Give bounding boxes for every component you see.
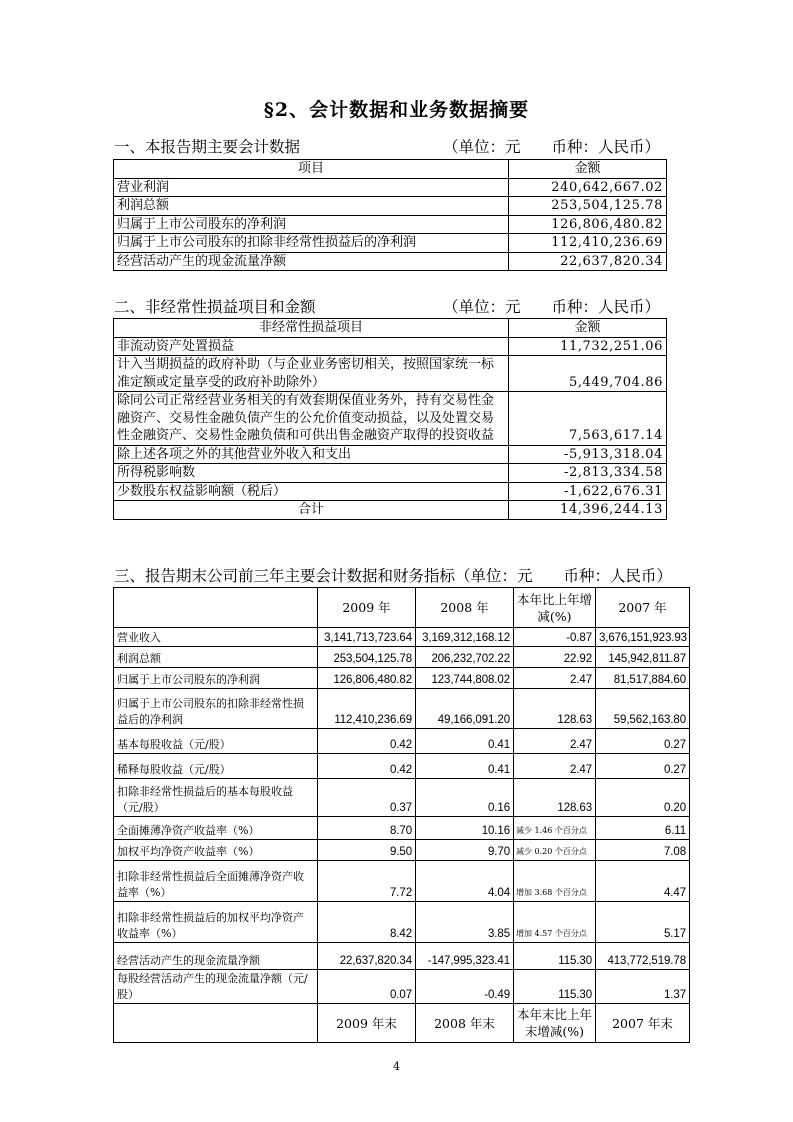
row-label: 基本每股收益（元/股） bbox=[114, 729, 318, 754]
value-2009: 0.42 bbox=[318, 754, 416, 779]
row-value: 253,504,125.78 bbox=[509, 197, 667, 216]
value-2007: 1.37 bbox=[596, 970, 690, 1004]
row-label: 扣除非经常性损益后的加权平均净资产收益率（%） bbox=[114, 902, 318, 943]
table-row bbox=[114, 754, 690, 779]
value-2007: 3,676,151,923.93 bbox=[596, 628, 690, 647]
page-title: §2、会计数据和业务数据摘要 bbox=[263, 99, 530, 121]
value-2007: 145,942,811.87 bbox=[596, 647, 690, 668]
row-label: 利润总额 bbox=[114, 647, 318, 668]
table-header-row bbox=[114, 160, 667, 179]
value-2009: 0.42 bbox=[318, 729, 416, 754]
non-recurring-table bbox=[113, 318, 667, 520]
value-2008: 10.16 bbox=[416, 817, 514, 840]
row-label: 归属于上市公司股东的净利润 bbox=[114, 668, 318, 689]
row-label: 加权平均净资产收益率（%） bbox=[114, 840, 318, 861]
value-2008: -0.49 bbox=[416, 970, 514, 1004]
value-2009: 9.50 bbox=[318, 840, 416, 861]
row-value: 126,806,480.82 bbox=[509, 215, 667, 234]
table-row bbox=[114, 392, 667, 446]
value-change: 22.92 bbox=[514, 647, 596, 668]
row-label: 营业利润 bbox=[114, 178, 509, 197]
row-label: 扣除非经常性损益后的基本每股收益（元/股） bbox=[114, 779, 318, 817]
value-2008: 0.41 bbox=[416, 729, 514, 754]
header-2009: 2009 年 bbox=[318, 588, 416, 628]
row-label: 营业收入 bbox=[114, 628, 318, 647]
table-row bbox=[114, 647, 690, 668]
row-label: 每股经营活动产生的现金流量净额（元/股） bbox=[114, 970, 318, 1004]
value-2008: 0.41 bbox=[416, 754, 514, 779]
header-blank bbox=[114, 588, 318, 628]
value-2008: 3,169,312,168.12 bbox=[416, 628, 514, 647]
three-year-table bbox=[113, 587, 690, 1043]
row-value: -5,913,318.04 bbox=[509, 445, 667, 464]
value-change: 115.30 bbox=[514, 943, 596, 970]
value-2007: 59,562,163.80 bbox=[596, 689, 690, 729]
row-label: 少数股东权益影响额（税后） bbox=[114, 482, 509, 501]
table-row bbox=[114, 197, 667, 216]
value-2009: 3,141,713,723.64 bbox=[318, 628, 416, 647]
row-label: 全面摊薄净资产收益率（%） bbox=[114, 817, 318, 840]
table-row bbox=[114, 729, 690, 754]
table-row bbox=[114, 252, 667, 271]
row-value: -2,813,334.58 bbox=[509, 464, 667, 483]
value-2007: 0.27 bbox=[596, 754, 690, 779]
table-row bbox=[114, 356, 667, 392]
table-row bbox=[114, 902, 690, 943]
header-item: 项目 bbox=[114, 160, 509, 179]
row-value: 22,637,820.34 bbox=[509, 252, 667, 271]
header-2007: 2007 年 bbox=[596, 588, 690, 628]
row-label: 计入当期损益的政府补助（与企业业务密切相关，按照国家统一标准定额或定量享受的政府补助除外） bbox=[114, 356, 509, 392]
value-2009: 112,410,236.69 bbox=[318, 689, 416, 729]
footer-header-2007: 2007 年末 bbox=[596, 1004, 690, 1043]
row-value: 5,449,704.86 bbox=[509, 356, 667, 392]
section1-heading bbox=[114, 136, 666, 158]
footer-header-2009: 2009 年末 bbox=[318, 1004, 416, 1043]
total-value: 14,396,244.13 bbox=[509, 501, 667, 520]
header-amount: 金额 bbox=[509, 160, 667, 179]
section3-title: 三、报告期末公司前三年主要会计数据和财务指标（单位：元 币种：人民币） bbox=[114, 567, 673, 585]
table-row bbox=[114, 337, 667, 356]
footer-header-2008: 2008 年末 bbox=[416, 1004, 514, 1043]
value-2007: 5.17 bbox=[596, 902, 690, 943]
row-value: 11,732,251.06 bbox=[509, 337, 667, 356]
section2-title: 二、非经常性损益项目和金额 bbox=[114, 298, 316, 316]
value-2008: 123,744,808.02 bbox=[416, 668, 514, 689]
value-2007: 4.47 bbox=[596, 861, 690, 902]
value-2009: 0.37 bbox=[318, 779, 416, 817]
table-row bbox=[114, 861, 690, 902]
section3-heading bbox=[114, 565, 694, 587]
table-row bbox=[114, 628, 690, 647]
value-change: 减少 1.46 个百分点 bbox=[514, 817, 596, 840]
value-change: 增加 3.68 个百分点 bbox=[514, 861, 596, 902]
value-2009: 22,637,820.34 bbox=[318, 943, 416, 970]
row-label: 除上述各项之外的其他营业外收入和支出 bbox=[114, 445, 509, 464]
value-change: 2.47 bbox=[514, 754, 596, 779]
row-label: 归属于上市公司股东的扣除非经常性损益后的净利润 bbox=[114, 234, 509, 253]
value-2008: 9.70 bbox=[416, 840, 514, 861]
value-2008: 3.85 bbox=[416, 902, 514, 943]
value-2007: 413,772,519.78 bbox=[596, 943, 690, 970]
header-amount: 金额 bbox=[509, 319, 667, 338]
table-header-row bbox=[114, 319, 667, 338]
value-2009: 7.72 bbox=[318, 861, 416, 902]
value-2007: 0.20 bbox=[596, 779, 690, 817]
value-change: 减少 0.20 个百分点 bbox=[514, 840, 596, 861]
value-change: 128.63 bbox=[514, 779, 596, 817]
value-change: 2.47 bbox=[514, 668, 596, 689]
section1-unit: （单位：元 币种：人民币） bbox=[442, 138, 660, 156]
row-label: 经营活动产生的现金流量净额 bbox=[114, 943, 318, 970]
table-header-row bbox=[114, 588, 690, 628]
value-change: 2.47 bbox=[514, 729, 596, 754]
value-2007: 7.08 bbox=[596, 840, 690, 861]
table-row bbox=[114, 445, 667, 464]
value-change: 增加 4.57 个百分点 bbox=[514, 902, 596, 943]
value-change: -0.87 bbox=[514, 628, 596, 647]
table-row bbox=[114, 779, 690, 817]
row-label: 扣除非经常性损益后全面摊薄净资产收益率（%） bbox=[114, 861, 318, 902]
value-change: 115.30 bbox=[514, 970, 596, 1004]
value-2009: 0.07 bbox=[318, 970, 416, 1004]
table-row bbox=[114, 840, 690, 861]
table-row bbox=[114, 970, 690, 1004]
footer-header-blank bbox=[114, 1004, 318, 1043]
section1-title: 一、本报告期主要会计数据 bbox=[114, 138, 301, 156]
row-label: 稀释每股收益（元/股） bbox=[114, 754, 318, 779]
table-row bbox=[114, 668, 690, 689]
footer-header-row bbox=[114, 1004, 690, 1043]
value-change: 128.63 bbox=[514, 689, 596, 729]
row-value: 240,642,667.02 bbox=[509, 178, 667, 197]
row-label: 经营活动产生的现金流量净额 bbox=[114, 252, 509, 271]
value-2007: 0.27 bbox=[596, 729, 690, 754]
table-row bbox=[114, 689, 690, 729]
section2-unit: （单位：元 币种：人民币） bbox=[442, 298, 660, 316]
row-value: 7,563,617.14 bbox=[509, 392, 667, 446]
value-2009: 126,806,480.82 bbox=[318, 668, 416, 689]
row-label: 非流动资产处置损益 bbox=[114, 337, 509, 356]
table-row bbox=[114, 482, 667, 501]
footer-header-change: 本年末比上年末增减(%) bbox=[514, 1004, 596, 1043]
value-2007: 81,517,884.60 bbox=[596, 668, 690, 689]
main-accounting-table bbox=[113, 159, 667, 271]
table-row bbox=[114, 943, 690, 970]
table-row bbox=[114, 234, 667, 253]
total-label: 合计 bbox=[114, 501, 509, 520]
value-2008: 206,232,702.22 bbox=[416, 647, 514, 668]
page-number: 4 bbox=[393, 1060, 400, 1073]
value-2009: 8.70 bbox=[318, 817, 416, 840]
row-label: 除同公司正常经营业务相关的有效套期保值业务外，持有交易性金融资产、交易性金融负债产生的公允价值变动损益，以及处置交易性金融资产、交易性金融负债和可供出售金融资产取得的投资收益 bbox=[114, 392, 509, 446]
value-2008: -147,995,323.41 bbox=[416, 943, 514, 970]
value-2008: 49,166,091.20 bbox=[416, 689, 514, 729]
table-row bbox=[114, 178, 667, 197]
table-row bbox=[114, 215, 667, 234]
header-2008: 2008 年 bbox=[416, 588, 514, 628]
table-row bbox=[114, 817, 690, 840]
header-item: 非经常性损益项目 bbox=[114, 319, 509, 338]
row-value: -1,622,676.31 bbox=[509, 482, 667, 501]
value-2008: 0.16 bbox=[416, 779, 514, 817]
row-label: 所得税影响数 bbox=[114, 464, 509, 483]
table-row bbox=[114, 464, 667, 483]
row-label: 归属于上市公司股东的净利润 bbox=[114, 215, 509, 234]
value-2008: 4.04 bbox=[416, 861, 514, 902]
row-value: 112,410,236.69 bbox=[509, 234, 667, 253]
header-change: 本年比上年增减(%) bbox=[514, 588, 596, 628]
value-2009: 253,504,125.78 bbox=[318, 647, 416, 668]
total-row bbox=[114, 501, 667, 520]
value-2009: 8.42 bbox=[318, 902, 416, 943]
row-label: 归属于上市公司股东的扣除非经常性损益后的净利润 bbox=[114, 689, 318, 729]
value-2007: 6.11 bbox=[596, 817, 690, 840]
section2-heading bbox=[114, 296, 666, 318]
row-label: 利润总额 bbox=[114, 197, 509, 216]
